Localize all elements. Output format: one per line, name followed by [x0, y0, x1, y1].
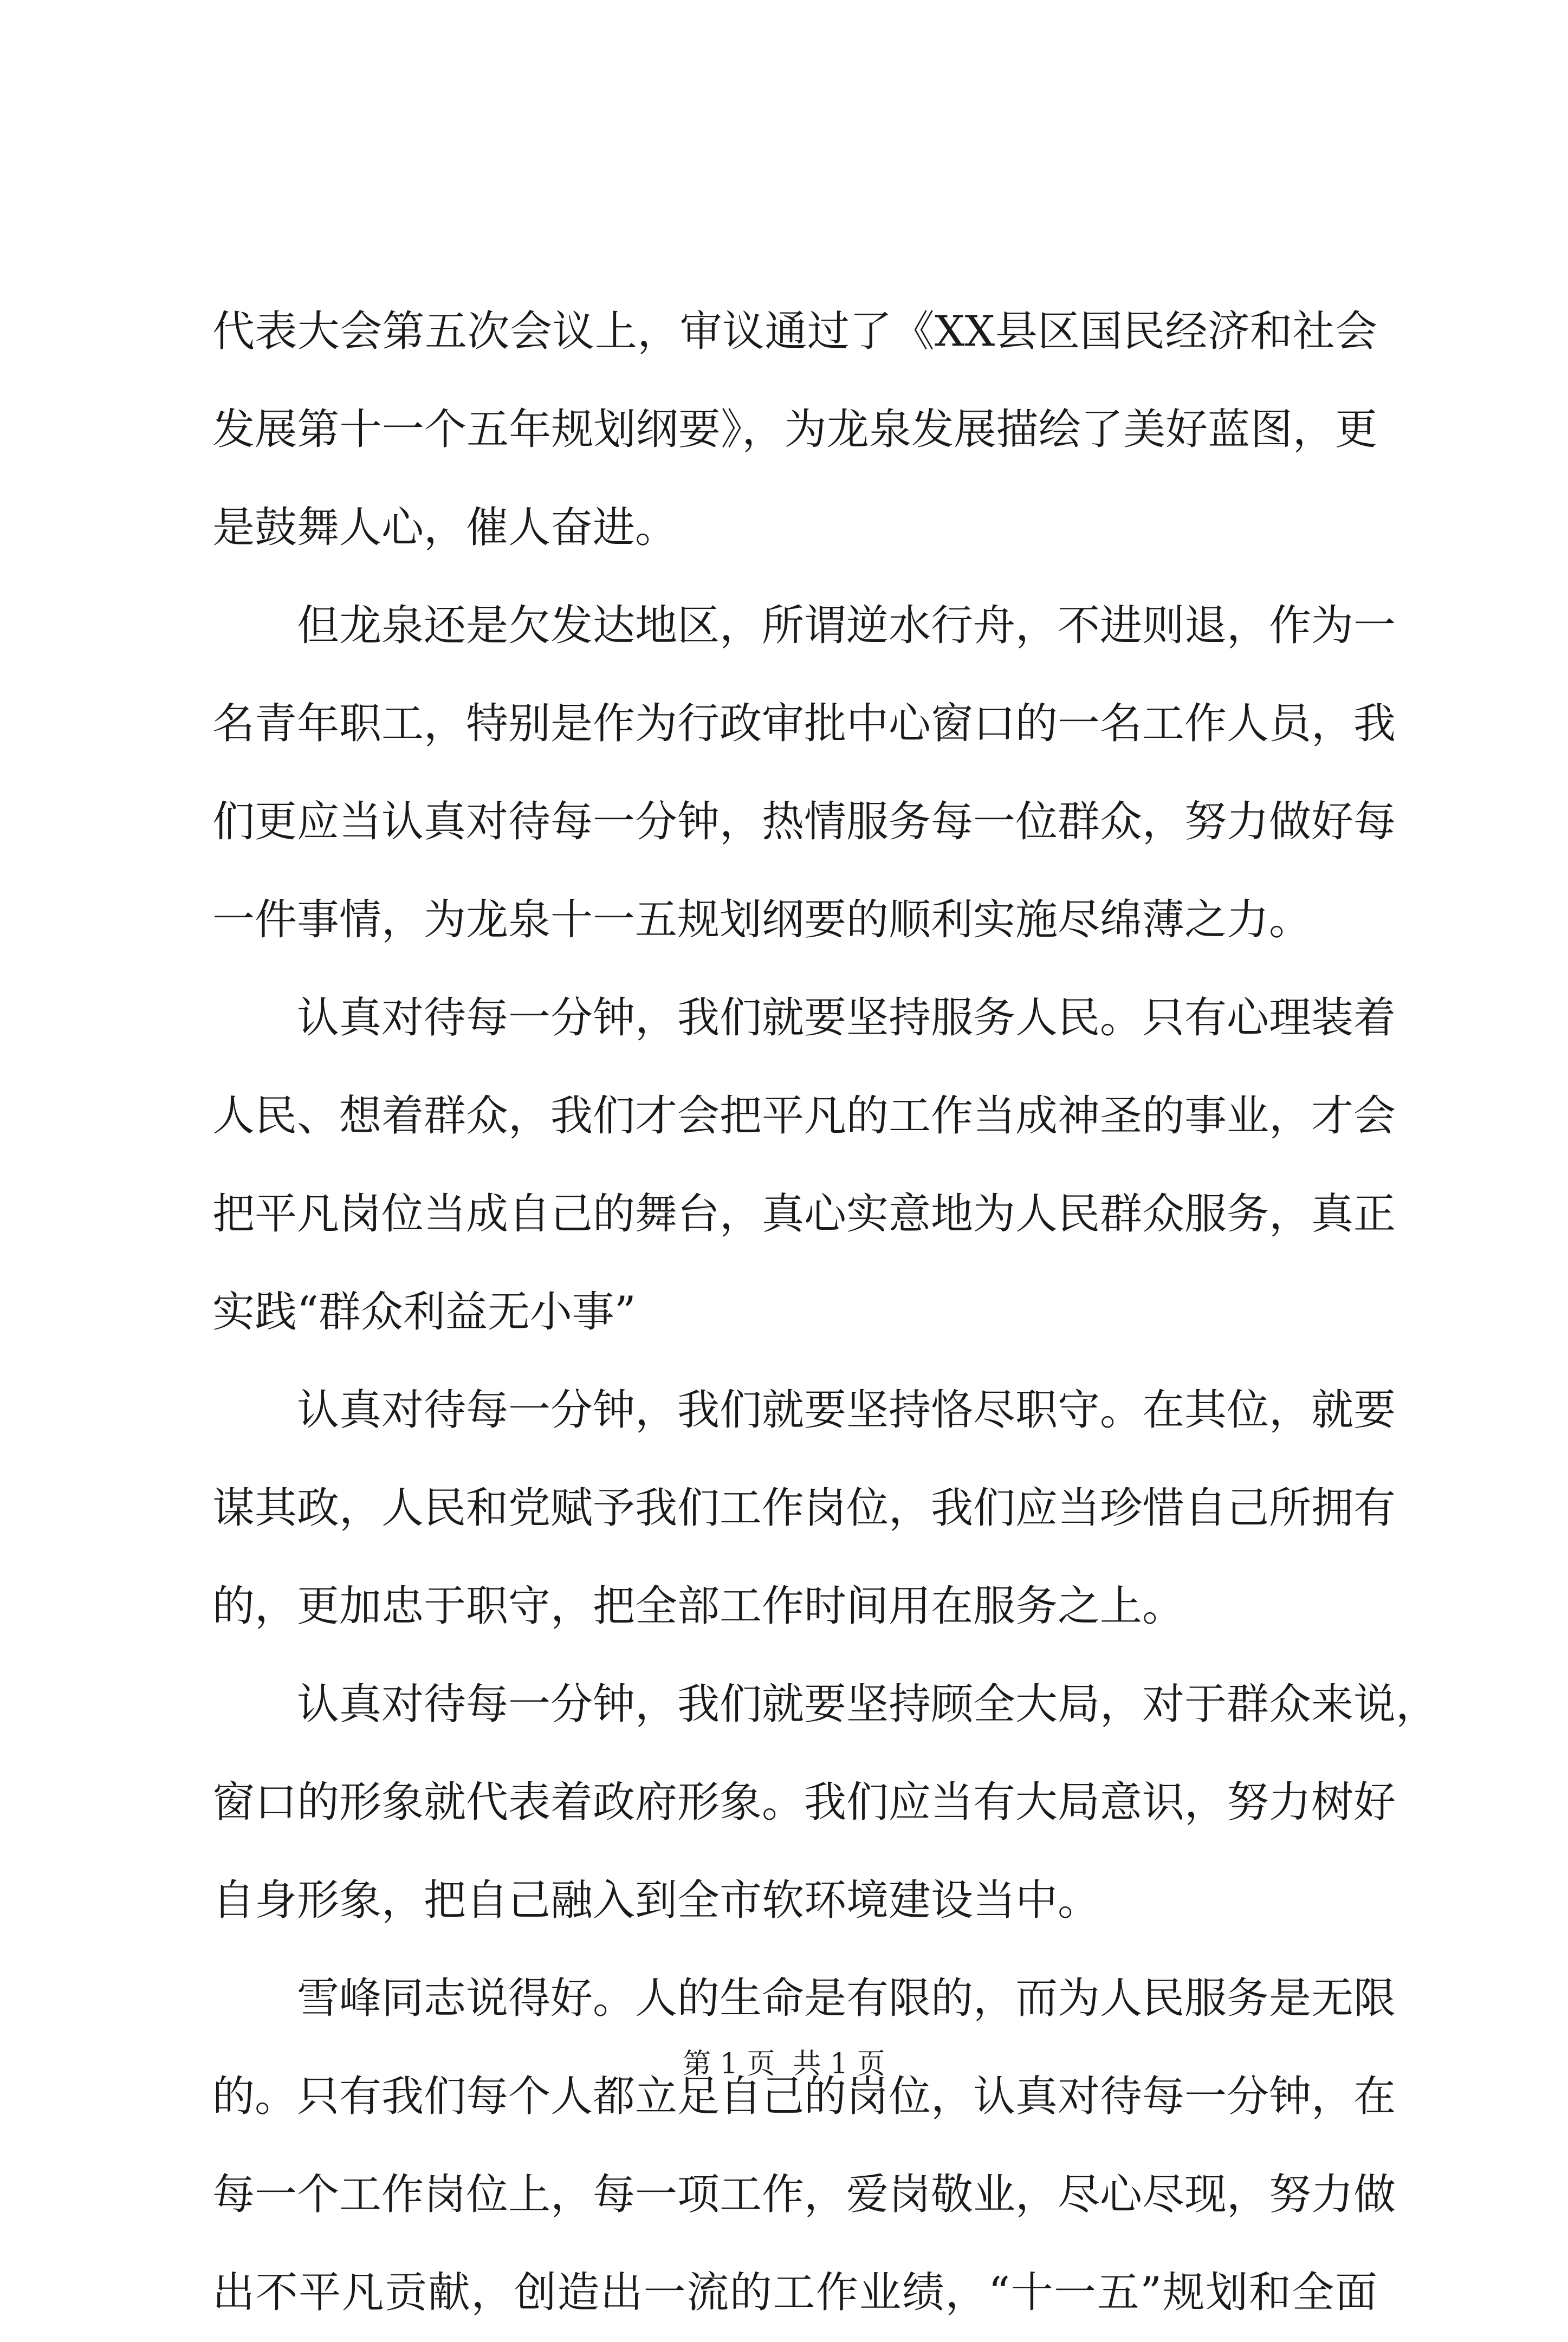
text-line: 是鼓舞人心，催人奋进。 [212, 503, 678, 552]
paragraph [212, 1950, 1396, 2342]
text-line: 认真对待每一分钟，我们就要坚持恪尽职守。在其位，就要 [297, 1386, 1396, 1435]
text-line: 雪峰同志说得好。人的生命是有限的，而为人民服务是无限 [297, 1974, 1396, 2023]
paragraph [212, 1361, 1396, 1656]
text-line: 每一个工作岗位上，每一项工作，爱岗敬业，尽心尽现，努力做 [212, 2170, 1396, 2219]
page-footer: 第 1 页 共 1 页 [683, 2048, 885, 2080]
paragraph [212, 969, 1396, 1361]
text-line: 发展第十一个五年规划纲要》，为龙泉发展描绘了美好蓝图，更 [212, 405, 1377, 454]
text-line: 的。只有我们每个人都立足自己的岗位，认真对待每一分钟，在 [212, 2072, 1396, 2121]
text-line: 谋其政，人民和党赋予我们工作岗位，我们应当珍惜自己所拥有 [212, 1484, 1396, 1533]
text-line: 把平凡岗位当成自己的舞台，真心实意地为人民群众服务，真正 [212, 1190, 1396, 1238]
paragraph [212, 283, 1377, 577]
text-line: 窗口的形象就代表着政府形象。我们应当有大局意识，努力树好 [212, 1778, 1396, 1827]
text-line: 自身形象，把自己融入到全市软环境建设当中。 [212, 1876, 1100, 1925]
text-line: 出不平凡贡献，创造出一流的工作业绩，“十一五”规划和全面 [212, 2268, 1377, 2317]
text-line: 认真对待每一分钟，我们就要坚持服务人民。只有心理装着 [297, 994, 1396, 1042]
paragraph [212, 577, 1396, 969]
text-line: 实践“群众利益无小事” [212, 1288, 636, 1337]
document-body [212, 283, 1439, 2342]
text-line: 的，更加忠于职守，把全部工作时间用在服务之上。 [212, 1582, 1185, 1631]
text-line: 人民、想着群众，我们才会把平凡的工作当成神圣的事业，才会 [212, 1092, 1396, 1140]
text-line: 名青年职工，特别是作为行政审批中心窗口的一名工作人员，我 [212, 699, 1396, 748]
text-line: 们更应当认真对待每一分钟，热情服务每一位群众，努力做好每 [212, 797, 1396, 846]
text-line: 但龙泉还是欠发达地区，所谓逆水行舟，不进则退，作为一 [297, 601, 1396, 650]
paragraph [212, 1656, 1439, 1950]
text-line: 一件事情，为龙泉十一五规划纲要的顺利实施尽绵薄之力。 [212, 896, 1312, 944]
text-line: 代表大会第五次会议上，审议通过了《XX县区国民经济和社会 [212, 307, 1377, 356]
text-line: 认真对待每一分钟，我们就要坚持顾全大局，对于群众来说， [297, 1680, 1439, 1729]
